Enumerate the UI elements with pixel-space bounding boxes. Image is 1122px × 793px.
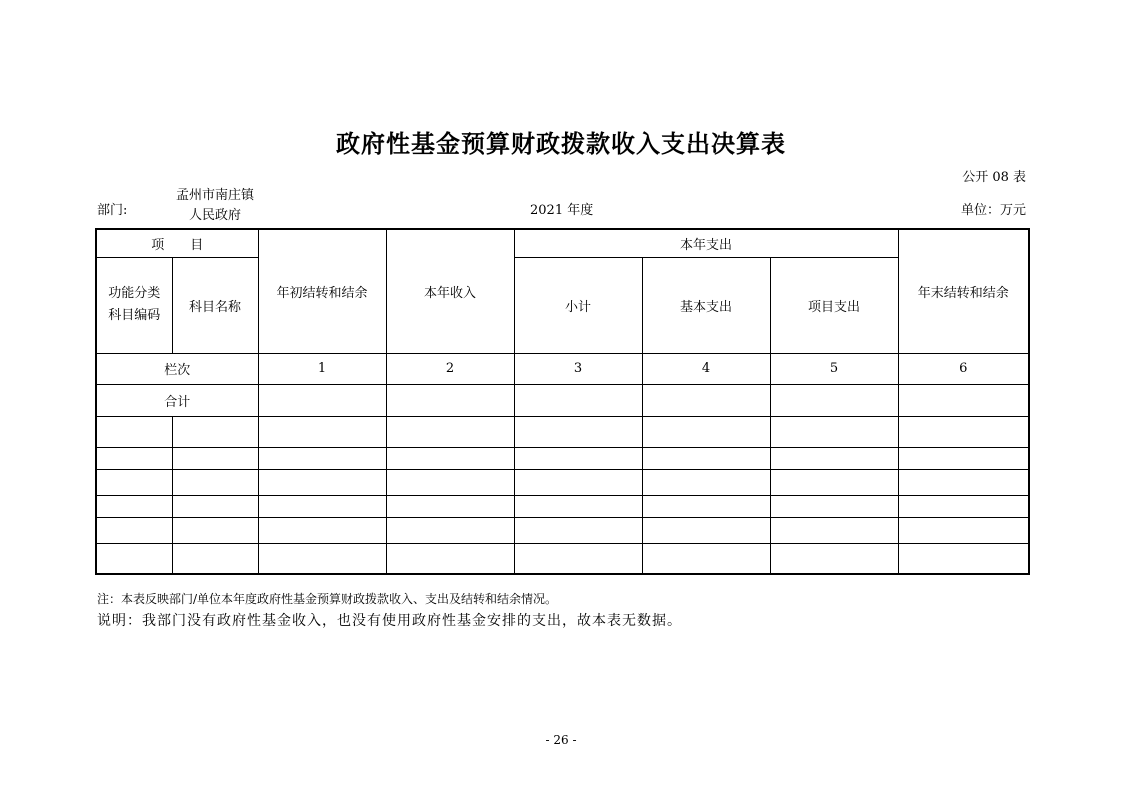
table-cell: [642, 384, 770, 416]
total-label: 合计: [96, 384, 258, 416]
table-cell: [258, 495, 386, 517]
table-cell: [514, 517, 642, 543]
table-cell: [258, 447, 386, 469]
table-cell: [770, 495, 898, 517]
table-cell: [770, 543, 898, 574]
form-number: 公开 08 表: [962, 170, 1026, 185]
table-cell: [770, 447, 898, 469]
table-cell: [96, 469, 172, 495]
table-cell: [770, 469, 898, 495]
table-cell: [642, 495, 770, 517]
table-cell: [642, 469, 770, 495]
header-expense-group: 本年支出: [514, 229, 898, 257]
table-cell: [898, 495, 1029, 517]
table-cell: [258, 517, 386, 543]
table-cell: [258, 384, 386, 416]
total-row: [96, 384, 1029, 416]
table-cell: [770, 517, 898, 543]
table-cell: [96, 447, 172, 469]
table-cell: [386, 543, 514, 574]
table-cell: [770, 416, 898, 447]
table-cell: [898, 469, 1029, 495]
table-cell: [898, 416, 1029, 447]
index-row: [96, 353, 1029, 384]
table-cell: [514, 495, 642, 517]
table-cell: [172, 517, 258, 543]
table-row: [96, 416, 1029, 447]
department-name-line1: 孟州市南庄镇: [175, 188, 254, 203]
table-cell: [898, 543, 1029, 574]
table-cell: [258, 416, 386, 447]
table-cell: [898, 384, 1029, 416]
table-cell: [514, 469, 642, 495]
page-number: - 26 -: [545, 733, 577, 747]
table-cell: [172, 543, 258, 574]
table-cell: [96, 517, 172, 543]
table-cell: [172, 416, 258, 447]
header-basic: 基本支出: [642, 257, 770, 353]
index-cell: 1: [258, 353, 386, 384]
table-cell: [386, 517, 514, 543]
table-cell: [96, 416, 172, 447]
header-income: 本年收入: [386, 229, 514, 353]
table-cell: [514, 447, 642, 469]
header-end-balance: 年末结转和结余: [898, 229, 1029, 353]
table-cell: [514, 543, 642, 574]
index-cell: 5: [770, 353, 898, 384]
header-project: 项目支出: [770, 257, 898, 353]
table-cell: [642, 447, 770, 469]
table-cell: [96, 495, 172, 517]
table-note: 注：本表反映部门/单位本年度政府性基金预算财政拨款收入、支出及结转和结余情况。: [97, 592, 558, 606]
table-cell: [514, 384, 642, 416]
table-row: [96, 495, 1029, 517]
table-cell: [172, 469, 258, 495]
explanation: 说明：我部门没有政府性基金收入，也没有使用政府性基金安排的支出，故本表无数据。: [97, 613, 682, 629]
table-row: [96, 469, 1029, 495]
table-cell: [642, 543, 770, 574]
table-cell: [898, 447, 1029, 469]
table-cell: [96, 543, 172, 574]
header-subtotal: 小计: [514, 257, 642, 353]
unit-label: 单位：万元: [960, 203, 1026, 218]
index-label: 栏次: [96, 353, 258, 384]
table-cell: [642, 416, 770, 447]
table-cell: [386, 416, 514, 447]
index-cell: 3: [514, 353, 642, 384]
table-cell: [386, 384, 514, 416]
table-row: [96, 517, 1029, 543]
header-begin-balance: 年初结转和结余: [258, 229, 386, 353]
table-row: [96, 543, 1029, 574]
table-cell: [514, 416, 642, 447]
department-name-line2: 人民政府: [188, 208, 241, 223]
index-cell: 2: [386, 353, 514, 384]
table-cell: [386, 447, 514, 469]
page-title: 政府性基金预算财政拨款收入支出决算表: [336, 130, 786, 158]
table-row: [96, 447, 1029, 469]
header-func-code: 功能分类科目编码: [96, 257, 172, 353]
table-cell: [898, 517, 1029, 543]
table-cell: [386, 495, 514, 517]
header-row-1: [96, 229, 1029, 257]
table-cell: [642, 517, 770, 543]
department-name: [170, 186, 260, 226]
table-cell: [258, 543, 386, 574]
table-cell: [172, 495, 258, 517]
index-cell: 4: [642, 353, 770, 384]
header-item: 项 目: [96, 229, 258, 257]
index-cell: 6: [898, 353, 1029, 384]
budget-table: [95, 228, 1030, 575]
table-cell: [258, 469, 386, 495]
table-cell: [770, 384, 898, 416]
department-label: 部门:: [97, 203, 128, 218]
header-row-2: [96, 257, 1029, 353]
fiscal-year: 2021 年度: [530, 203, 594, 218]
table-cell: [386, 469, 514, 495]
table-cell: [172, 447, 258, 469]
header-subject-name: 科目名称: [172, 257, 258, 353]
